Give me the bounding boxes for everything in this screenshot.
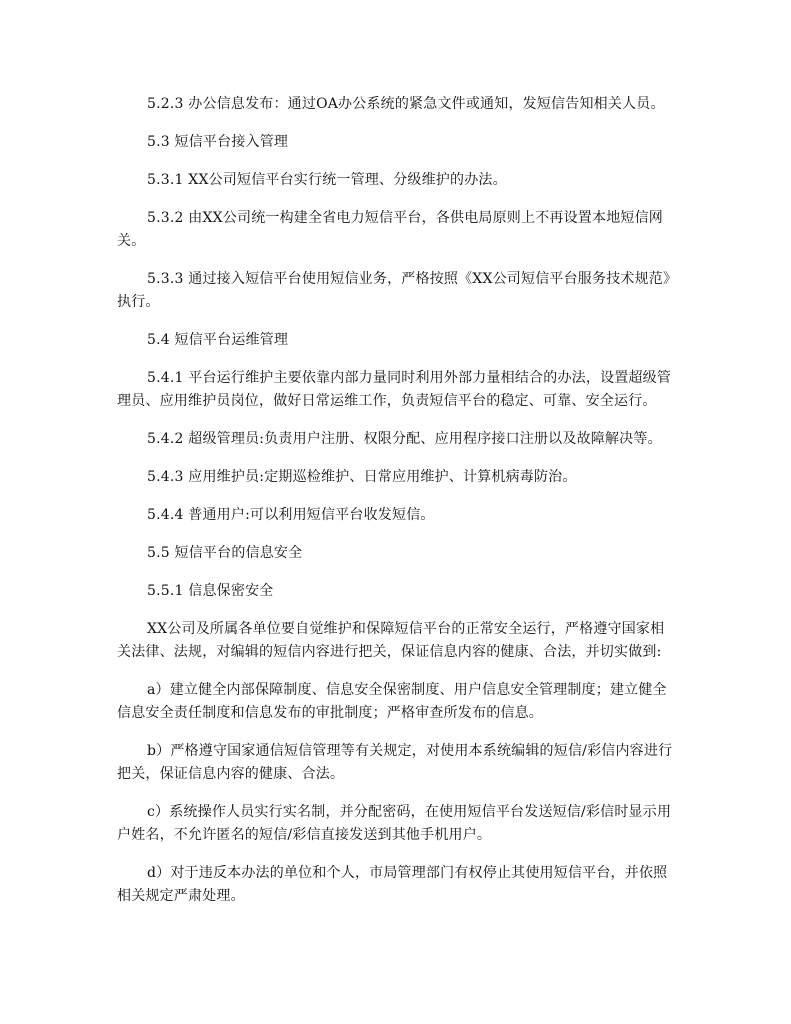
- paragraph-5-3-1: 5.3.1 XX公司短信平台实行统一管理、分级维护的办法。: [147, 172, 507, 188]
- heading-5-5: 5.5 短信平台的信息安全: [147, 545, 303, 561]
- paragraph-security-intro: XX公司及所属各单位要自觉维护和保障短信平台的正常安全运行，严格遵守国家相关法律、法规，对编辑的短信内容进行把关，保证信息内容的健康、合法，并切实做到:: [117, 621, 665, 660]
- heading-5-5-1: 5.5.1 信息保密安全: [147, 583, 274, 599]
- paragraph-5-4-2: 5.4.2 超级管理员:负责用户注册、权限分配、应用程序接口注册以及故障解决等。: [147, 431, 662, 447]
- heading-5-3: 5.3 短信平台接入管理: [147, 134, 289, 150]
- paragraph-5-4-1: 5.4.1 平台运行维护主要依靠内部力量同时利用外部力量相结合的办法，设置超级管理员、应用维护员岗位，做好日常运维工作，负责短信平台的稳定、可靠、安全运行。: [117, 370, 672, 409]
- paragraph-5-3-2: 5.3.2 由XX公司统一构建全省电力短信平台，各供电局原则上不再设置本地短信网关。: [117, 210, 664, 249]
- paragraph-5-2-3: 5.2.3 办公信息发布：通过OA办公系统的紧急文件或通知，发短信告知相关人员。: [147, 96, 665, 112]
- list-item-c: c）系统操作人员实行实名制，并分配密码，在使用短信平台发送短信/彩信时显示用户姓名，不允许匿名的短信/彩信直接发送到其他手机用户。: [117, 804, 672, 843]
- paragraph-5-3-3: 5.3.3 通过接入短信平台使用短信业务，严格按照《XX公司短信平台服务技术规范》执行。: [117, 271, 671, 310]
- paragraph-5-4-4: 5.4.4 普通用户:可以利用短信平台收发短信。: [147, 507, 435, 523]
- heading-5-4: 5.4 短信平台运维管理: [147, 332, 289, 348]
- list-item-b: b）严格遵守国家通信短信管理等有关规定，对使用本系统编辑的短信/彩信内容进行把关，保证信息内容的健康、合法。: [117, 743, 673, 782]
- document-body: [117, 93, 677, 923]
- paragraph-5-4-3: 5.4.3 应用维护员:定期巡检维护、日常应用维护、计算机病毒防治。: [147, 469, 577, 485]
- list-item-a: a）建立健全内部保障制度、信息安全保密制度、用户信息安全管理制度；建立健全信息安全责任制度和信息发布的审批制度；严格审查所发布的信息。: [117, 682, 667, 721]
- list-item-d: d）对于违反本办法的单位和个人，市局管理部门有权停止其使用短信平台，并依照相关规定严肃处理。: [117, 865, 668, 904]
